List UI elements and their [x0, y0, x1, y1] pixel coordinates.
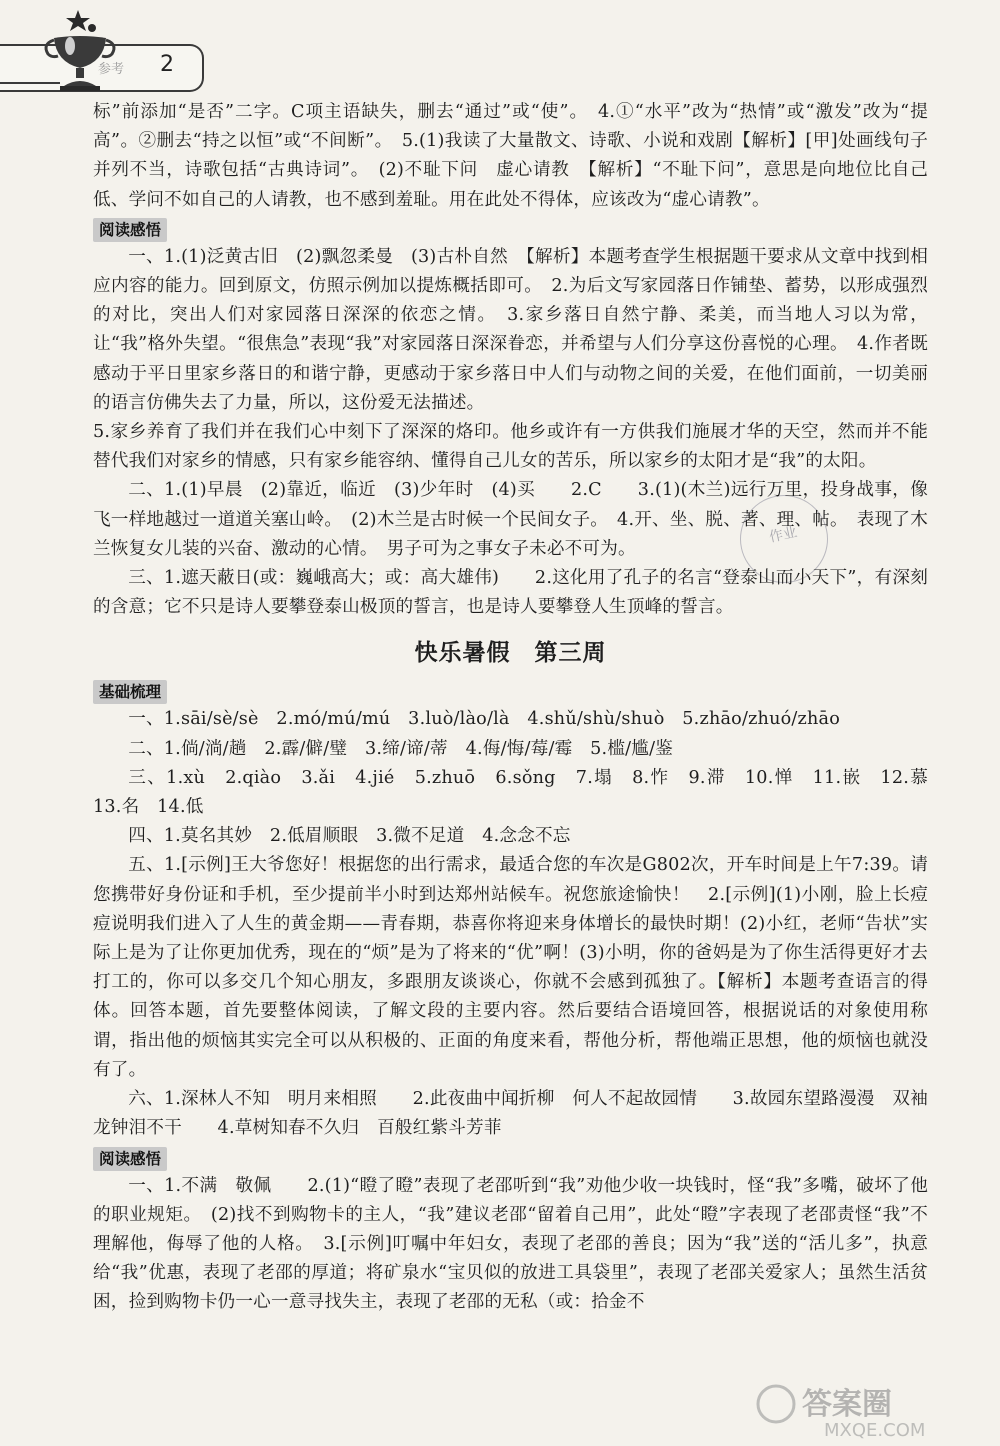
page-number: 2	[160, 52, 174, 77]
paragraph: 二、1.(1)早晨 (2)靠近，临近 (3)少年时 (4)买 2.C 3.(1)(木兰)远行万里，投身战事，像飞一样地越过一道道关塞山岭。 (2)木兰是古时候一个民间女子。 4.开、坐、脱、著、理、帖。 表现了木兰恢复女儿装的兴奋、激动的心情。 男子可为之事女子未必不可为。	[93, 480, 928, 559]
trophy-icon	[40, 8, 120, 94]
watermark-logo	[754, 1378, 994, 1440]
header-label: 参考	[98, 62, 125, 77]
watermark-title: 答案圈	[802, 1387, 892, 1422]
paragraph: 五、1.[示例]王大爷您好！根据您的出行需求，最适合您的车次是G802次，开车时间是上午7:39。请您携带好身份证和手机，至少提前半小时到达郑州站候车。祝您旅途愉快！ 2.[示例](1)小刚，脸上长痘痘说明我们进入了人生的黄金期——青春期，恭喜你将迎来身体增长的最快时期！(2)小红，老师“告状”实际上是为了让你更加优秀，现在的“烦”是为了将来的“优”啊！(3)小明，你的爸妈是为了你生活得更好才去打工的，你可以多交几个知心朋友，多跟朋友谈谈心，你就不会感到孤独了。【解析】本题考查语言的得体。回答本题，首先要整体阅读，了解文段的主要内容。然后要结合语境回答，根据说话的对象使用称谓，指出他的烦恼其实完全可以从积极的、正面的角度来看，帮他分析，帮他端正思想，他的烦恼也就没有了。	[93, 855, 928, 1080]
answer-content	[93, 98, 946, 1318]
paragraph: 三、1.xù 2.qiào 3.ǎi 4.jié 5.zhuō 6.sǒng 7.塌 8.怍 9.滞 10.惮 11.嵌 12.慕 13.名 14.低	[93, 767, 946, 818]
paragraph: 二、1.倘/淌/趟 2.霹/僻/璧 3.缔/谛/蒂 4.侮/悔/莓/霉 5.槛/尴/鉴	[128, 738, 673, 759]
stamp-label: 作业	[767, 524, 799, 546]
watermark-url: MXQE.COM	[824, 1420, 926, 1440]
section-tag-basics: 基础梳理	[93, 680, 167, 704]
page-header	[0, 8, 215, 98]
week-title: 快乐暑假 第三周	[414, 640, 607, 667]
paragraph: 一、1.(1)泛黄古旧 (2)飘忽柔曼 (3)古朴自然 【解析】本题考查学生根据题干要求从文章中找到相应内容的能力。回到原文，仿照示例加以提炼概括即可。 2.为后文写家园落日作铺垫、蓄势，以形成强烈的对比，突出人们对家园落日深深的依恋之情。 3.家乡落日自然宁静、柔美，而当地人习以为常，让“我”格外失望。“很焦急”表现“我”对家园落日深深眷恋，并希望与人们分享这份喜悦的心理。 4.作者既感动于平日里家乡落日的和谐宁静，更感动于家乡落日中人们与动物之间的关爱，在他们面前，一切美丽的语言仿佛失去了力量，所以，这份爱无法描述。	[93, 246, 928, 413]
paragraph: 一、1.不满 敬佩 2.(1)“瞪了瞪”表现了老邵听到“我”劝他少收一块钱时，怪“我”多嘴，破坏了他的职业规矩。 (2)找不到购物卡的主人，“我”建议老邵“留着自己用”，此处“瞪”字表现了老邵责怪“我”不理解他，侮辱了他的人格。 3.[示例]叮嘱中年妇女，表现了老邵的善良；因为“我”送的“活儿多”，执意给“我”优惠，表现了老邵的厚道；将矿泉水“宝贝似的放进工具袋里”，表现了老邵关爱家人；虽然生活贫困，捡到购物卡仍一心一意寻找失主，表现了老邵的无私（或：拾金不	[93, 1175, 928, 1313]
paragraph: 四、1.莫名其妙 2.低眉顺眼 3.微不足道 4.念念不忘	[128, 826, 571, 847]
paragraph: 三、1.遮天蔽日(或：巍峨高大；或：高大雄伟) 2.这化用了孔子的名言“登泰山而小天下”，有深刻的含意；它不只是诗人要攀登泰山极顶的誓言，也是诗人要攀登人生顶峰的誓言。	[93, 568, 928, 618]
section-tag-reading: 阅读感悟	[93, 218, 167, 242]
paragraph: 5.家乡养育了我们并在我们心中刻下了深深的烙印。他乡或许有一方供我们施展才华的天空，然而并不能替代我们对家乡的情感，只有家乡能容纳、懂得自己儿女的苦乐，所以家乡的太阳才是“我”的太阳。	[93, 422, 928, 472]
paragraph: 标”前添加“是否”二字。C项主语缺失，删去“通过”或“使”。 4.①“水平”改为“热情”或“激发”改为“提高”。②删去“持之以恒”或“不间断”。 5.(1)我读了大量散文、诗歌、小说和戏剧【解析】[甲]处画线句子并列不当，诗歌包括“古典诗词”。 (2)不耻下问 虚心请教 【解析】“不耻下问”，意思是向地位比自己低、学问不如自己的人请教，也不感到羞耻。用在此处不得体，应该改为“虚心请教”。	[93, 102, 928, 210]
paragraph: 六、1.深林人不知 明月来相照 2.此夜曲中闻折柳 何人不起故园情 3.故园东望路漫漫 双袖龙钟泪不干 4.草树知春不久归 百般红紫斗芳菲	[93, 1089, 928, 1139]
section-tag-reading-2: 阅读感悟	[93, 1147, 167, 1171]
paragraph: 一、1.sāi/sè/sè 2.mó/mú/mú 3.luò/lào/là 4.shǔ/shù/shuò 5.zhāo/zhuó/zhāo	[128, 709, 841, 730]
